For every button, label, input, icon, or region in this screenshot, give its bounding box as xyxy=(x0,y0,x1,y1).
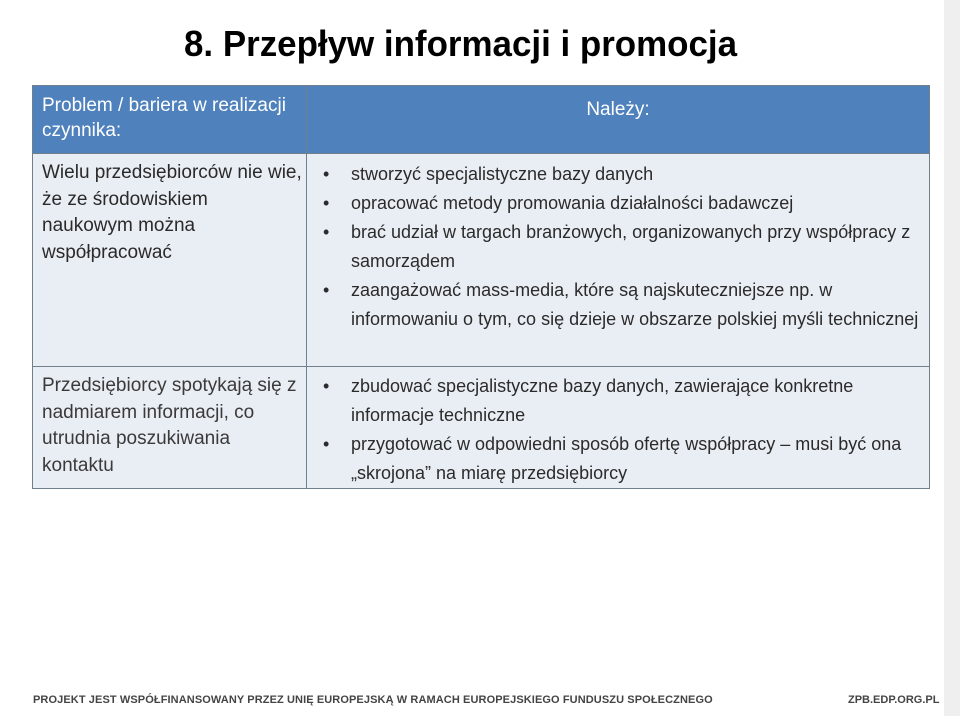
list-item-text: brać udział w targach branżowych, organizowanych przy współpracy z samorządem xyxy=(351,222,911,271)
slide-title: 8. Przepływ informacji i promocja xyxy=(184,23,738,64)
row-1-actions-cell xyxy=(307,154,929,367)
header-problem-cell xyxy=(33,86,307,154)
bullet-icon: • xyxy=(323,434,330,454)
list-item-text: stworzyć specjalistyczne bazy danych xyxy=(351,164,654,184)
list-item xyxy=(321,276,921,334)
footer-eu-funding-note: PROJEKT JEST WSPÓŁFINANSOWANY PRZEZ UNIĘ EUROPEJSKĄ W RAMACH EUROPEJSKIEGO FUNDUSZU SPOŁECZNEGO xyxy=(33,694,713,706)
problem-solution-table xyxy=(32,85,930,489)
row-2-problem-text: Przedsiębiorcy spotykają się z nadmiarem informacji, co utrudnia poszukiwania kontaktu xyxy=(42,375,297,476)
list-item xyxy=(321,372,921,430)
list-item-text: zbudować specjalistyczne bazy danych, zawierające konkretne informacje techniczne xyxy=(351,376,854,425)
list-item-text: opracować metody promowania działalności badawczej xyxy=(351,193,794,213)
list-item-text: zaangażować mass-media, które są najskuteczniejsze np. w informowaniu o tym, co się dzieje w obszarze polskiej myśli technicznej xyxy=(351,280,919,329)
bullet-icon: • xyxy=(323,164,330,184)
list-item xyxy=(321,160,921,189)
bullet-icon: • xyxy=(323,222,330,242)
header-action-cell xyxy=(307,86,929,154)
list-item xyxy=(321,189,921,218)
top-bar xyxy=(0,0,960,8)
row-1-problem-cell xyxy=(33,154,307,367)
header-problem-label: Problem / bariera w realizacji czynnika: xyxy=(42,95,286,141)
right-edge-strip xyxy=(944,0,960,716)
bullet-icon: • xyxy=(323,280,330,300)
row-2-actions-cell xyxy=(307,367,929,488)
list-item xyxy=(321,430,921,488)
row-2-problem-cell xyxy=(33,367,307,488)
header-action-label: Należy: xyxy=(586,99,650,120)
bullet-icon: • xyxy=(323,193,330,213)
footer-website-link[interactable]: ZPB.EDP.ORG.PL xyxy=(848,694,940,706)
list-item xyxy=(321,218,921,276)
row-1-actions-list xyxy=(321,160,921,334)
row-1-problem-text: Wielu przedsiębiorców nie wie, że ze środowiskiem naukowym można współpracować xyxy=(42,162,302,263)
bullet-icon: • xyxy=(323,376,330,396)
row-2-actions-list xyxy=(321,372,921,488)
list-item-text: przygotować w odpowiedni sposób ofertę współpracy – musi być ona „skrojona” na miarę przedsiębiorcy xyxy=(351,434,902,483)
